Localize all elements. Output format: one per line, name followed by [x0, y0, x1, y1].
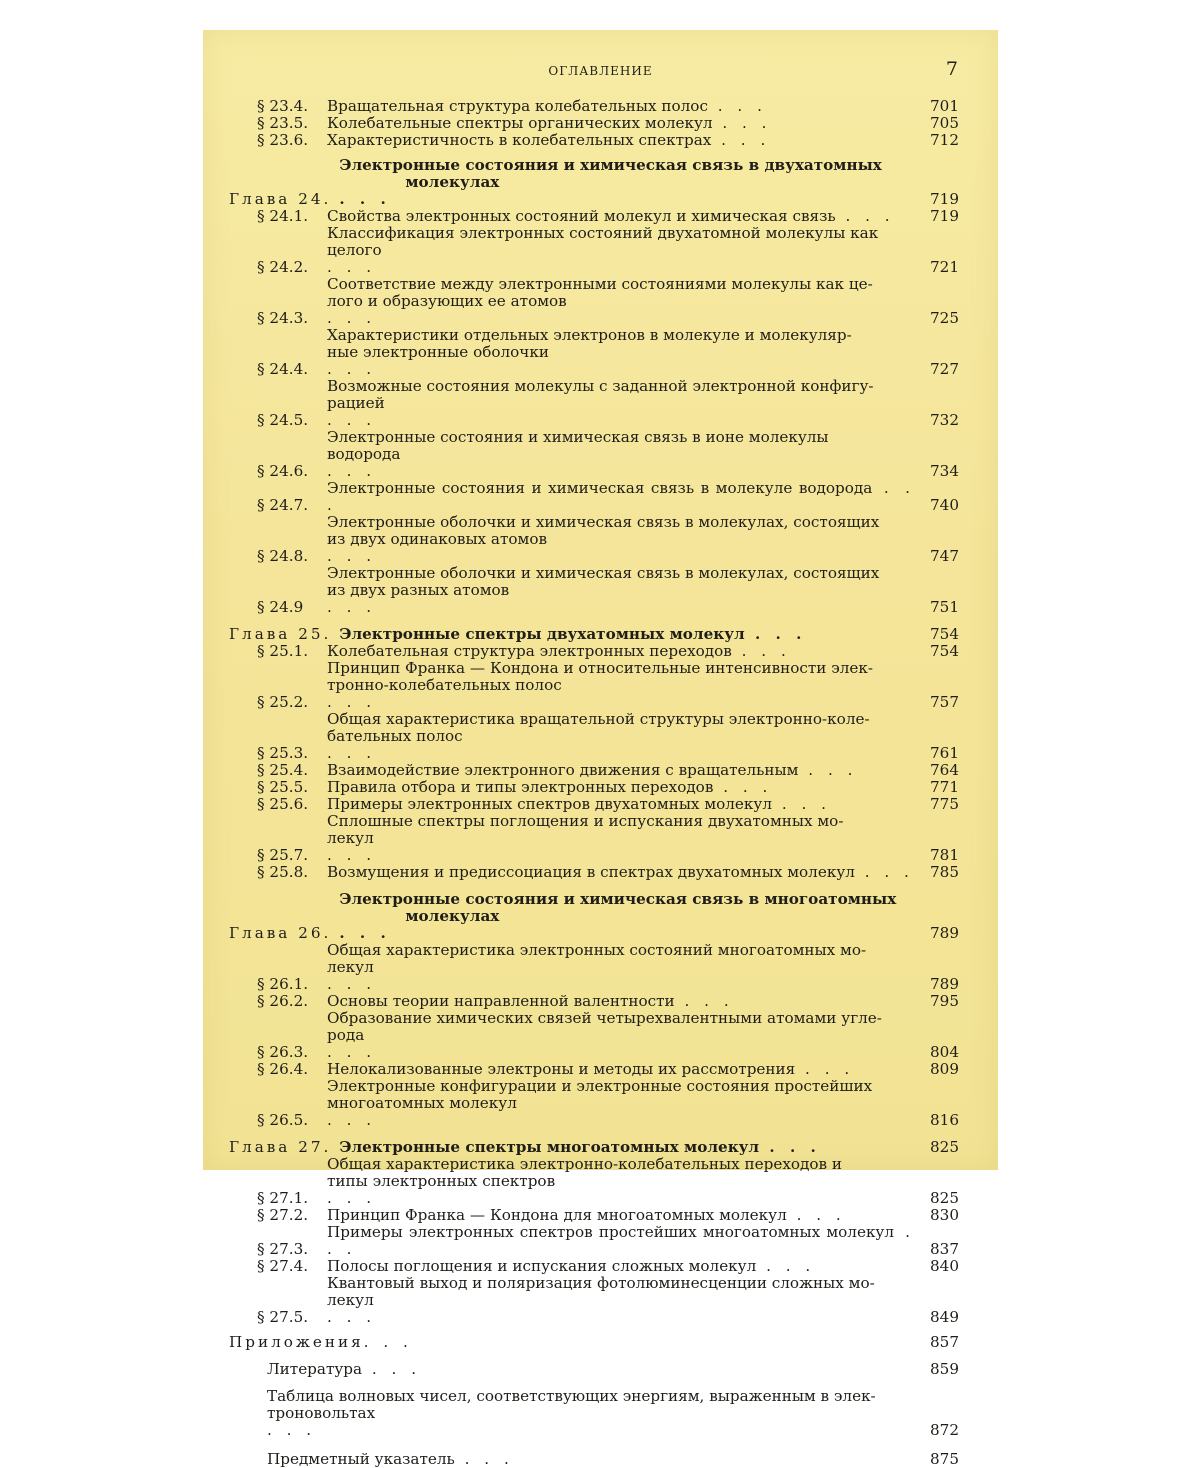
leader-dots: . . .: [327, 411, 377, 429]
toc-entry: [229, 1361, 959, 1378]
table-of-contents: [229, 98, 959, 1468]
toc-entry: [229, 514, 959, 565]
toc-entry: [229, 864, 959, 881]
page-ref: 825: [930, 1189, 959, 1207]
toc-entry: [229, 813, 959, 864]
page-ref: 751: [930, 598, 959, 616]
toc-entry: [229, 276, 959, 327]
entry-title-line: Принцип Франка — Кондона для многоатомных молекул: [327, 1206, 787, 1224]
section-number: § 23.4.: [257, 97, 309, 115]
leader-dots: . . .: [327, 693, 377, 711]
toc-entry: [229, 1078, 959, 1129]
toc-entry: [229, 779, 959, 796]
entry-title-line: ные электронные оболочки: [327, 343, 549, 361]
section-number: § 24.6.: [257, 462, 309, 480]
section-number: § 24.1.: [257, 207, 309, 225]
section-number: § 24.8.: [257, 547, 309, 565]
page-ref: 721: [930, 258, 959, 276]
toc-entry: [229, 762, 959, 779]
entry-title-line: Общая характеристика электронных состояний многоатомных мо-: [327, 941, 867, 959]
leader-dots: . . .: [327, 360, 377, 378]
section-number: § 27.2.: [257, 1206, 309, 1224]
toc-entry: [229, 565, 959, 616]
section-number: § 25.2.: [257, 693, 309, 711]
toc-entry: [229, 378, 959, 429]
entry-title: [267, 1388, 915, 1439]
chapter-label: Приложения: [229, 1333, 364, 1351]
chapter-label: Глава 24.: [229, 190, 332, 208]
section-number: § 26.1.: [257, 975, 309, 993]
entry-title: [327, 1061, 915, 1078]
section-number: § 26.2.: [257, 992, 309, 1010]
entry-title-line: Примеры электронных спектров простейших многоатомных молекул: [327, 1223, 895, 1241]
page-ref: 859: [930, 1360, 959, 1378]
entry-title-line: Образование химических связей четырехвалентными атомами угле-: [327, 1009, 882, 1027]
page-ref: 872: [930, 1421, 959, 1439]
entry-title: [331, 891, 915, 942]
entry-title-line: Общая характеристика вращательной структуры электронно-коле-: [327, 710, 870, 728]
entry-title-line: Принцип Франка — Кондона и относительные интенсивности элек-: [327, 659, 874, 677]
entry-title: [327, 1224, 915, 1258]
leader-dots: . . .: [327, 744, 377, 762]
section-number: § 27.4.: [257, 1257, 309, 1275]
entry-title: [327, 942, 915, 993]
leader-dots: . . .: [707, 97, 767, 115]
entry-title: [267, 1361, 915, 1378]
toc-entry: [229, 1388, 959, 1439]
entry-title-line: рода: [327, 1026, 365, 1044]
page-ref: 705: [930, 114, 959, 132]
leader-dots: . . .: [327, 309, 377, 327]
page-ref: 754: [930, 625, 959, 643]
page-ref: 764: [930, 761, 959, 779]
entry-title: [267, 1451, 915, 1468]
entry-title-line: молекулах: [405, 907, 500, 925]
section-number: § 24.4.: [257, 360, 309, 378]
toc-entry: [229, 993, 959, 1010]
toc-entry: [229, 98, 959, 115]
toc-entry: [229, 1334, 959, 1351]
entry-title: [327, 276, 915, 327]
entry-title-line: Таблица волновых чисел, соответствующих энергиям, выраженным в элек-: [267, 1387, 876, 1405]
toc-entry: [229, 429, 959, 480]
page-ref: 825: [930, 1138, 959, 1156]
entry-title: [327, 1078, 915, 1129]
entry-title: [331, 626, 915, 643]
entry-title-line: Электронные состояния и химическая связь в двухатомных: [339, 156, 882, 174]
page-ref: 837: [930, 1240, 959, 1258]
page-ref: 840: [930, 1257, 959, 1275]
toc-entry: [229, 891, 959, 942]
section-number: § 27.1.: [257, 1189, 309, 1207]
entry-title-line: Вращательная структура колебательных полос: [327, 97, 708, 115]
entry-title-line: Электронные состояния и химическая связь в ионе молекулы: [327, 428, 829, 446]
page-ref: 789: [930, 924, 959, 942]
page-ref: 857: [930, 1333, 959, 1351]
toc-entry: [229, 796, 959, 813]
leader-dots: . . .: [267, 1421, 317, 1439]
page-ref: 775: [930, 795, 959, 813]
entry-title-line: Правила отбора и типы электронных переходов: [327, 778, 714, 796]
entry-title: [327, 1010, 915, 1061]
entry-title: [327, 1275, 915, 1326]
entry-title-line: Основы теории направленной валентности: [327, 992, 675, 1010]
leader-dots: . . .: [327, 1111, 377, 1129]
entry-title-line: Сплошные спектры поглощения и испускания двухатомных мо-: [327, 812, 844, 830]
toc-entry: [229, 643, 959, 660]
section-number: § 25.1.: [257, 642, 309, 660]
toc-entry: [229, 942, 959, 993]
section-number: § 25.7.: [257, 846, 309, 864]
section-number: § 27.5.: [257, 1308, 309, 1326]
toc-entry: [229, 208, 959, 225]
section-number: § 26.5.: [257, 1111, 309, 1129]
entry-title: [364, 1334, 915, 1351]
entry-title-line: Колебательная структура электронных переходов: [327, 642, 732, 660]
entry-title: [327, 378, 915, 429]
entry-title-line: целого: [327, 241, 382, 259]
toc-entry: [229, 1207, 959, 1224]
section-number: § 26.4.: [257, 1060, 309, 1078]
entry-title-line: Классификация электронных состояний двухатомной молекулы как: [327, 224, 879, 242]
entry-title-line: тронно-колебательных полос: [327, 676, 562, 694]
page-ref: 732: [930, 411, 959, 429]
leader-dots: . . .: [363, 1333, 413, 1351]
toc-entry: [229, 1451, 959, 1468]
leader-dots: . . .: [327, 462, 377, 480]
leader-dots: . . .: [772, 795, 831, 813]
entry-title: [327, 208, 915, 225]
section-number: § 24.5.: [257, 411, 309, 429]
section-number: § 24.2.: [257, 258, 309, 276]
leader-dots: . . .: [711, 131, 771, 149]
leader-dots: . . .: [327, 258, 377, 276]
page-ref: 849: [930, 1308, 959, 1326]
page-ref: 816: [930, 1111, 959, 1129]
entry-title-line: лекул: [327, 958, 374, 976]
entry-title: [331, 157, 915, 208]
leader-dots: . . .: [744, 625, 807, 643]
section-number: § 27.3.: [257, 1240, 309, 1258]
entry-title-line: Электронные спектры многоатомных молекул: [339, 1138, 760, 1156]
entry-title: [327, 1258, 915, 1275]
leader-dots: . . .: [795, 1060, 855, 1078]
page-ref: 747: [930, 547, 959, 565]
entry-title-line: молекулах: [405, 173, 500, 191]
page-ref: 771: [930, 778, 959, 796]
entry-title-line: Предметный указатель: [267, 1450, 455, 1468]
entry-title: [327, 480, 915, 514]
section-number: § 26.3.: [257, 1043, 309, 1061]
entry-title: [327, 993, 915, 1010]
entry-title: [327, 429, 915, 480]
page-ref: 719: [930, 207, 959, 225]
leader-dots: . . .: [327, 975, 377, 993]
page-ref: 785: [930, 863, 959, 881]
toc-entry: [229, 1224, 959, 1258]
leader-dots: . . .: [835, 207, 895, 225]
leader-dots: . . .: [362, 1360, 422, 1378]
section-number: § 24.7.: [257, 496, 309, 514]
page-ref: 725: [930, 309, 959, 327]
entry-title-line: Соответствие между электронными состояниями молекулы как це-: [327, 275, 873, 293]
entry-title: [331, 1139, 915, 1156]
entry-title-line: Литература: [267, 1360, 363, 1378]
toc-entry: [229, 225, 959, 276]
entry-title: [327, 643, 915, 660]
entry-title-line: из двух одинаковых атомов: [327, 530, 548, 548]
leader-dots: . . .: [674, 992, 734, 1010]
entry-title-line: Характеристики отдельных электронов в молекуле и молекуляр-: [327, 326, 852, 344]
entry-title: [327, 1156, 915, 1207]
entry-title-line: Полосы поглощения и испускания сложных молекул: [327, 1257, 757, 1275]
toc-entry: [229, 1258, 959, 1275]
leader-dots: . . .: [731, 642, 791, 660]
entry-title-line: лого и образующих ее атомов: [327, 292, 567, 310]
leader-dots: . . .: [327, 1189, 377, 1207]
entry-title-line: типы электронных спектров: [327, 1172, 556, 1190]
entry-title: [327, 864, 915, 881]
toc-entry: [229, 660, 959, 711]
section-number: § 25.6.: [257, 795, 309, 813]
toc-entry: [229, 132, 959, 149]
page-ref: 734: [930, 462, 959, 480]
entry-title: [327, 132, 915, 149]
entry-title-line: Электронные состояния и химическая связь в многоатомных: [339, 890, 897, 908]
book-page: [203, 30, 998, 1468]
entry-title: [327, 796, 915, 813]
entry-title-line: лекул: [327, 829, 374, 847]
entry-title-line: Взаимодействие электронного движения с вращательным: [327, 761, 799, 779]
page-ref: 727: [930, 360, 959, 378]
leader-dots: . . .: [327, 479, 915, 514]
entry-title-line: многоатомных молекул: [327, 1094, 517, 1112]
toc-entry: [229, 115, 959, 132]
page-ref: 789: [930, 975, 959, 993]
entry-title: [327, 813, 915, 864]
page-ref: 719: [930, 190, 959, 208]
toc-entry: [229, 711, 959, 762]
leader-dots: . . .: [854, 863, 914, 881]
toc-entry: [229, 1275, 959, 1326]
section-number: § 25.3.: [257, 744, 309, 762]
entry-title: [327, 115, 915, 132]
page-ref: 757: [930, 693, 959, 711]
entry-title: [327, 327, 915, 378]
page-ref: 781: [930, 846, 959, 864]
page-number: 7: [945, 58, 958, 80]
leader-dots: . . .: [339, 190, 391, 208]
entry-title: [327, 225, 915, 276]
entry-title: [327, 514, 915, 565]
leader-dots: . . .: [712, 114, 772, 132]
toc-entry: [229, 1010, 959, 1061]
leader-dots: . . .: [756, 1257, 816, 1275]
page-ref: 740: [930, 496, 959, 514]
page-ref: 875: [930, 1450, 959, 1468]
entry-title-line: Примеры электронных спектров двухатомных молекул: [327, 795, 772, 813]
page-title: ОГЛАВЛЕНИЕ: [548, 64, 653, 78]
toc-entry: [229, 626, 959, 643]
page-ref: 804: [930, 1043, 959, 1061]
leader-dots: . . .: [759, 1138, 821, 1156]
entry-title: [327, 1207, 915, 1224]
entry-title-line: Возможные состояния молекулы с заданной электронной конфигу-: [327, 377, 874, 395]
entry-title-line: Квантовый выход и поляризация фотолюминесценции сложных мо-: [327, 1274, 875, 1292]
chapter-label: Глава 26.: [229, 924, 332, 942]
entry-title-line: Электронные конфигурации и электронные состояния простейших: [327, 1077, 873, 1095]
toc-entry: [229, 157, 959, 208]
entry-title-line: Свойства электронных состояний молекул и химическая связь: [327, 207, 836, 225]
leader-dots: . . .: [327, 1308, 377, 1326]
page-ref: 795: [930, 992, 959, 1010]
entry-title-line: Электронные оболочки и химическая связь в молекулах, состоящих: [327, 564, 880, 582]
entry-title-line: бательных полос: [327, 727, 463, 745]
section-number: § 23.5.: [257, 114, 309, 132]
entry-title: [327, 711, 915, 762]
section-number: § 24.9: [257, 598, 304, 616]
entry-title-line: Возмущения и предиссоциация в спектрах двухатомных молекул: [327, 863, 855, 881]
section-number: § 25.4.: [257, 761, 309, 779]
toc-entry: [229, 1139, 959, 1156]
page-ref: 809: [930, 1060, 959, 1078]
chapter-label: Глава 25.: [229, 625, 332, 643]
leader-dots: . . .: [798, 761, 858, 779]
page-ref: 754: [930, 642, 959, 660]
entry-title-line: троновольтах: [267, 1404, 376, 1422]
section-number: § 23.6.: [257, 131, 309, 149]
entry-title-line: Нелокализованные электроны и методы их рассмотрения: [327, 1060, 796, 1078]
entry-title-line: рацией: [327, 394, 385, 412]
leader-dots: . . .: [327, 1223, 916, 1258]
entry-title-line: водорода: [327, 445, 401, 463]
leader-dots: . . .: [786, 1206, 846, 1224]
entry-title-line: Электронные оболочки и химическая связь в молекулах, состоящих: [327, 513, 880, 531]
entry-title-line: Колебательные спектры органических молекул: [327, 114, 713, 132]
entry-title: [327, 762, 915, 779]
leader-dots: . . .: [327, 547, 377, 565]
page-ref: 761: [930, 744, 959, 762]
leader-dots: . . .: [713, 778, 773, 796]
page-ref: 830: [930, 1206, 959, 1224]
running-header: [203, 60, 998, 84]
toc-entry: [229, 1061, 959, 1078]
entry-title-line: Характеристичность в колебательных спектрах: [327, 131, 712, 149]
section-number: § 24.3.: [257, 309, 309, 327]
entry-title-line: из двух разных атомов: [327, 581, 510, 599]
toc-entry: [229, 1156, 959, 1207]
entry-title-line: Электронные состояния и химическая связь в молекуле водорода: [327, 479, 873, 497]
toc-entry: [229, 327, 959, 378]
entry-title: [327, 660, 915, 711]
entry-title: [327, 565, 915, 616]
entry-title-line: Электронные спектры двухатомных молекул: [339, 625, 745, 643]
page-ref: 701: [930, 97, 959, 115]
section-number: § 25.5.: [257, 778, 309, 796]
entry-title: [327, 779, 915, 796]
leader-dots: . . .: [454, 1450, 514, 1468]
leader-dots: . . .: [327, 1043, 377, 1061]
entry-title-line: лекул: [327, 1291, 374, 1309]
leader-dots: . . .: [339, 924, 391, 942]
leader-dots: . . .: [327, 846, 377, 864]
entry-title-line: Общая характеристика электронно-колебательных переходов и: [327, 1155, 843, 1173]
page-ref: 712: [930, 131, 959, 149]
entry-title: [327, 98, 915, 115]
leader-dots: . . .: [327, 598, 377, 616]
section-number: § 25.8.: [257, 863, 309, 881]
toc-entry: [229, 480, 959, 514]
chapter-label: Глава 27.: [229, 1138, 332, 1156]
